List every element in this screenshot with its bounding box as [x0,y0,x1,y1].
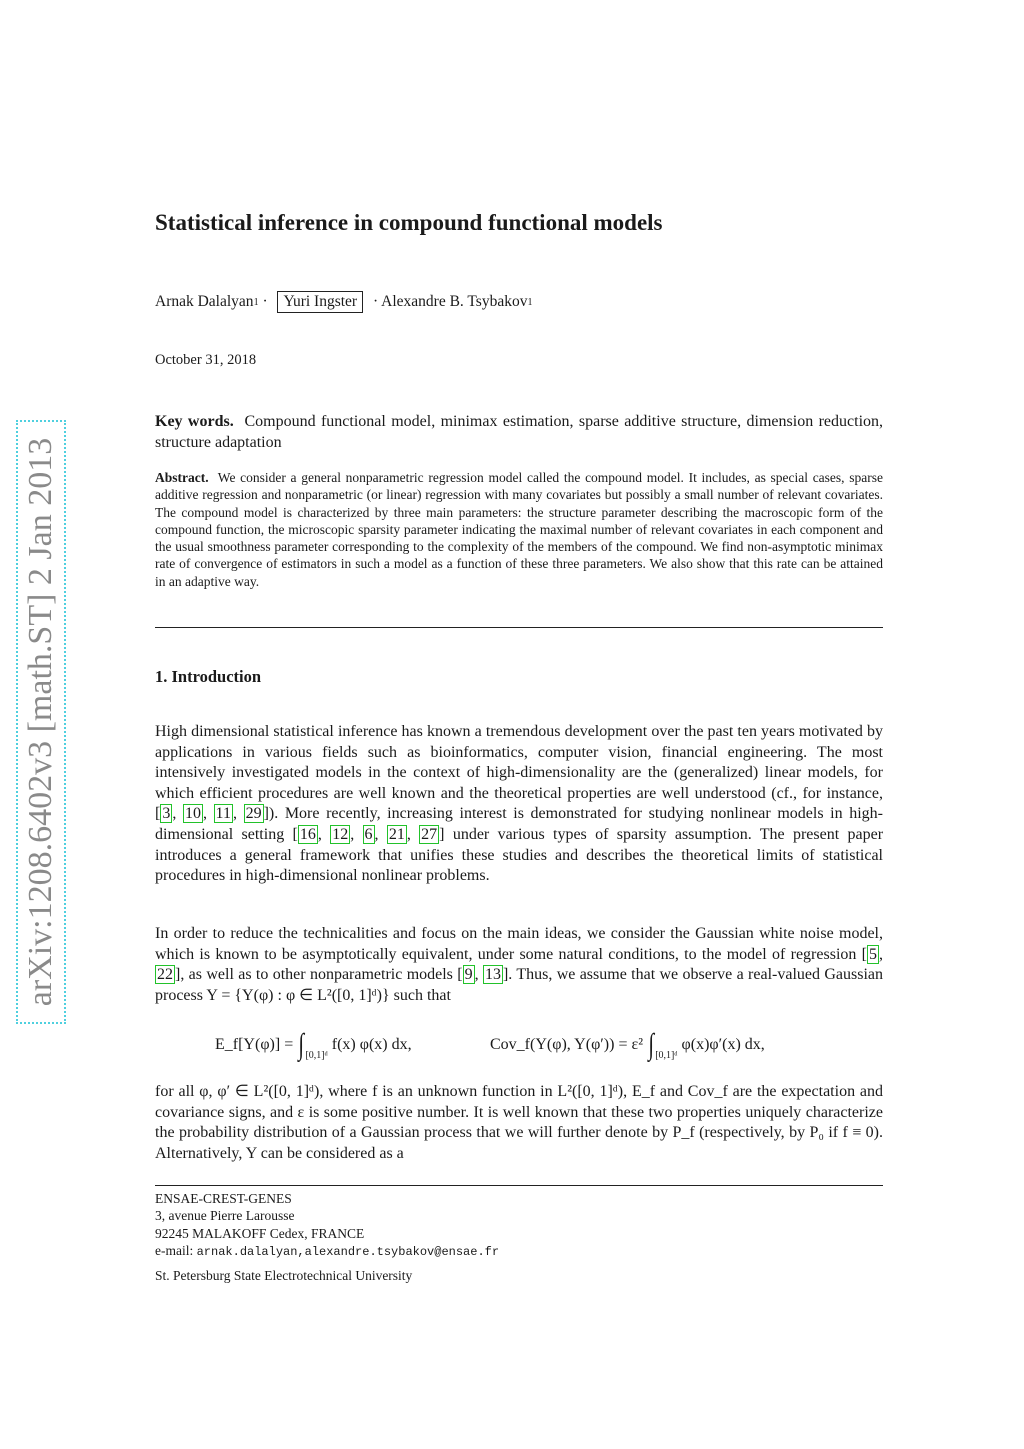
section-heading: 1. Introduction [155,667,262,686]
paragraph-1: High dimensional statistical inference has known a tremendous development over the past ten years motivated by applications in various fields such as bioinformatics, computer vision, financial engineering. The most intensively investigated models in the context of high-dimensionality are the (generalized) linear models, for which efficient procedures are well known and the theoretical properties are well understood (cf., for instance, [ 3 , 10 , 11 , 29 ]). More recently, increasing interest is demonstrated for studying nonlinear models in high-dimensional setting [ 16 , 12 , 6 , 21 , 27 ] under various types of sparsity assumption. The present paper introduces a general framework that unifies these studies and describes the theoretical limits of statistical procedures in high-dimensional nonlinear problems. [155,723,884,885]
author-tsybakov: · Alexandre B. Tsybakov [369,293,528,310]
email-link[interactable]: arnak.dalalyan,alexandre.tsybakov@ensae.fr [196,1244,500,1259]
footnote-divider [155,1185,883,1186]
citation-link[interactable]: 16 [299,825,316,843]
eq-rhs-mean: f(x) φ(x) dx, [331,1036,412,1053]
affiliation-line: ENSAE-CREST-GENES [155,1191,292,1206]
author-ingster: Yuri Ingster [277,291,363,313]
integral-sign: ∫ [648,1028,654,1061]
abstract [155,469,883,590]
email-line [155,1242,499,1261]
equation-mean [215,1030,412,1060]
eq-lhs-cov: Cov_f(Y(φ), Y(φ′)) = ε² [490,1036,643,1053]
paper-date: October 31, 2018 [155,352,257,368]
citation-link[interactable]: 22 [157,966,173,984]
citation-link[interactable]: 12 [332,825,349,843]
text: ]. Thus, we assume that we observe a real-valued Gaussian process Y = {Y(φ) : φ ∈ L²([0, 1]ᵈ)} such that [155,966,884,1004]
citation-link[interactable]: 6 [364,825,373,843]
text: ]). More recently, increasing interest is demonstrated for studying nonlinear models in high-dimensional setting [ [155,805,884,843]
integral-sign: ∫ [298,1028,305,1061]
keywords [155,411,883,453]
citation-link[interactable]: 9 [464,966,473,984]
text: ], as well as to other nonparametric models [ [175,966,463,984]
abstract-text: We consider a general nonparametric regression model called the compound model. It includes, as special cases, sparse additive regression and nonparametric (or linear) regression with many covariates but possibly a small number of relevant covariates. The compound model is characterized by three main parameters: the structure parameter describing the macroscopic form of the compound function, the microscopic sparsity parameter indicating the maximal number of relevant covariates in each component and the usual smoothness parameter corresponding to the complexity of the members of the compound. We find non-asymptotic minimax rate of convergence of estimators in such a model as a function of these three parameters. We also show that this rate can be attained in an adaptive way. [155,470,883,589]
integral-domain: [0,1]ᵈ [305,1049,328,1061]
email-label: e-mail: [155,1242,197,1258]
citation-link[interactable]: 29 [245,805,262,823]
affiliation-line: St. Petersburg State Electrotechnical University [155,1268,413,1284]
abstract-label: Abstract. [155,470,209,485]
author-list [155,291,532,313]
affiliation-line: 3, avenue Pierre Larousse [155,1208,295,1224]
keywords-label: Key words. [155,413,234,430]
divider [155,627,883,628]
eq-lhs-mean: E_f[Y(φ)] = [215,1036,294,1053]
display-equation [155,1018,883,1068]
integral-domain: [0,1]ᵈ [655,1049,678,1061]
arxiv-stamp-text: arXiv:1208.6402v3 [math.ST] 2 Jan 2013 [22,437,59,1007]
paragraph-2: In order to reduce the technicalities and focus on the main ideas, we consider the Gaussian white noise model, which is known to be asymptotically equivalent, under some natural conditions, to the model of regression [ 5 , 22 ], as well as to other nonparametric models [ 9 , 13 ]. Thus, we assume that we observe a real-valued Gaussian process Y = {Y(φ) : φ ∈ L²([0, 1]ᵈ)} such that [155,925,884,1004]
citation-link[interactable]: 3 [162,805,171,823]
author-dalalyan: Arnak Dalalyan [155,293,254,310]
paragraph-3: for all φ, φ′ ∈ L²([0, 1]ᵈ), where f is an unknown function in L²([0, 1]ᵈ), E_f and Cov_f are the expectation and covariance signs, and ε is some positive number. It is well known that these two properties uniquely characterize the probability distribution of a Gaussian process that we will further denote by P_f (respectively, by P₀ if f ≡ 0). Alternatively, Y can be considered as a [155,1083,883,1162]
citation-link[interactable]: 27 [421,825,438,843]
text: In order to reduce the technicalities and focus on the main ideas, we consider the Gaussian white noise model, which is known to be asymptotically equivalent, under some natural conditions, to the model of regression [ [155,925,883,963]
citation-link[interactable]: 21 [388,825,405,843]
citation-link[interactable]: 11 [215,805,231,823]
citation-link[interactable]: 5 [869,945,877,963]
citation-link[interactable]: 13 [484,966,501,984]
equation-cov [490,1030,765,1060]
text: High dimensional statistical inference has known a tremendous development over the past ten years motivated by applications in various fields such as bioinformatics, computer vision, financial engineering. The most intensively investigated models in the context of high-dimensionality are the (generalized) linear models, for which efficient procedures are well known and the theoretical properties are well understood (cf., for instance, [ [155,723,883,823]
affiliation-footer [155,1190,499,1284]
author-separator: · [258,293,272,310]
affiliation-marker: 1 [253,296,259,308]
citation-link[interactable]: 10 [184,805,201,823]
paper-title: Statistical inference in compound functional models [155,210,663,235]
keywords-text: Compound functional model, minimax estimation, sparse additive structure, dimension reduction, structure adaptation [155,413,884,451]
affiliation-marker: 1 [527,296,533,308]
arxiv-stamp[interactable] [16,420,66,1024]
text: ] under various types of sparsity assumption. The present paper introduces a general framework that unifies these studies and describes the theoretical limits of statistical procedures in high-dimensional nonlinear problems. [155,825,884,885]
eq-rhs-cov: φ(x)φ′(x) dx, [681,1036,765,1053]
affiliation-line: 92245 MALAKOFF Cedex, FRANCE [155,1225,365,1241]
